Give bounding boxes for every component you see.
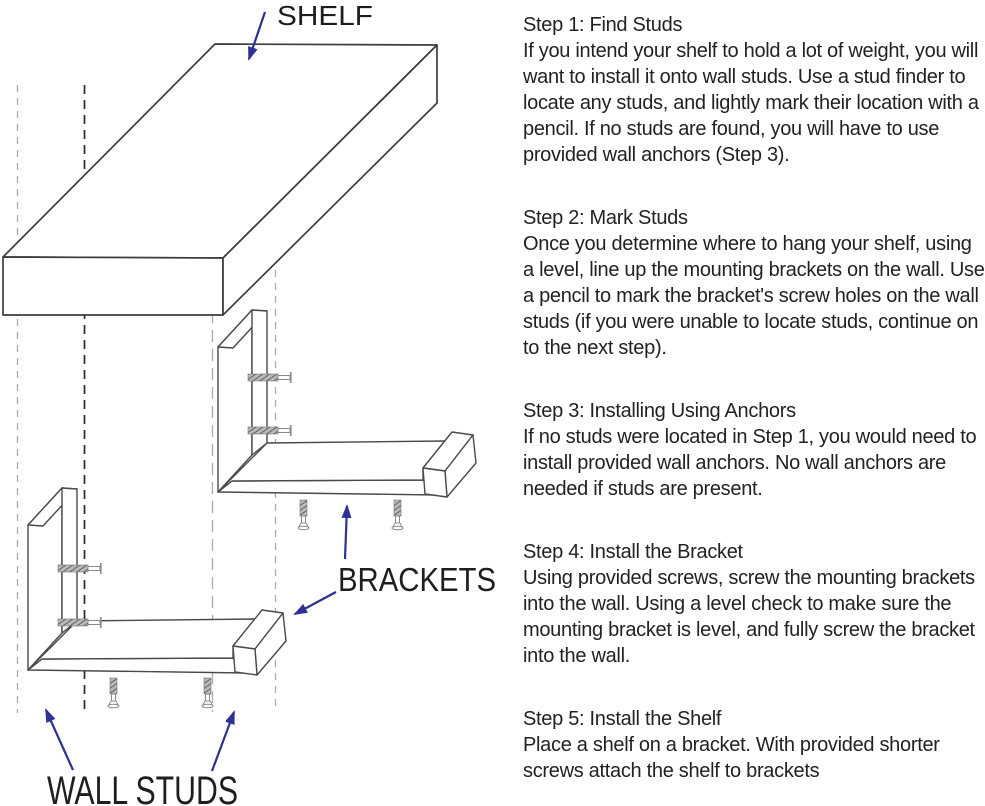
shelf-label: SHELF	[277, 0, 373, 31]
instruction-steps	[523, 12, 985, 784]
step-3-title: Step 3: Installing Using Anchors	[523, 400, 796, 422]
step-4-title: Step 4: Install the Bracket	[523, 541, 743, 563]
step-5	[523, 706, 985, 784]
brackets-arrow-left	[295, 592, 336, 614]
step-1	[523, 12, 985, 168]
step-5-body: Place a shelf on a bracket. With provided shorter screws attach the shelf to brackets	[523, 734, 940, 782]
step-4	[523, 539, 985, 669]
step-2-body: Once you determine where to hang your shelf, using a level, line up the mounting brackets on the wall. Use a pencil to mark the bracket's screw holes on the wall studs (if you were unable to locate studs, continue on to the next step).	[523, 233, 985, 359]
shelf-screw-icon	[202, 678, 213, 708]
shelf-screw-icon	[392, 500, 403, 530]
shelf-screw-icon	[298, 500, 309, 530]
step-3	[523, 398, 985, 502]
step-2	[523, 205, 985, 361]
bracket-lower	[28, 488, 286, 675]
wall-studs-label: WALL STUDS	[47, 769, 238, 806]
shelf-screw-icon	[108, 678, 119, 708]
wall-studs-arrow-left	[46, 710, 73, 770]
step-1-title: Step 1: Find Studs	[523, 14, 683, 36]
bracket-upper	[218, 310, 476, 497]
step-1-body: If you intend your shelf to hold a lot of weight, you will want to install it onto wall studs. Use a stud finder to locate any studs, and lightly mark their location with a pencil. If no studs are found, you will have to use provided wall anchors (Step 3).	[523, 40, 979, 166]
step-3-body: If no studs were located in Step 1, you would need to install provided wall anchors. No wall anchors are needed if studs are present.	[523, 426, 977, 500]
brackets-label: BRACKETS	[338, 561, 496, 598]
shelf-drawing	[3, 44, 437, 315]
wall-studs-arrow-right	[212, 712, 234, 771]
step-2-title: Step 2: Mark Studs	[523, 207, 688, 229]
step-4-body: Using provided screws, screw the mounting brackets into the wall. Using a level check to make sure the mounting bracket is level, and fully screw the bracket into the wall.	[523, 567, 975, 667]
step-5-title: Step 5: Install the Shelf	[523, 708, 722, 730]
shelf-front-face	[3, 257, 223, 315]
brackets-arrow-up	[345, 506, 347, 559]
